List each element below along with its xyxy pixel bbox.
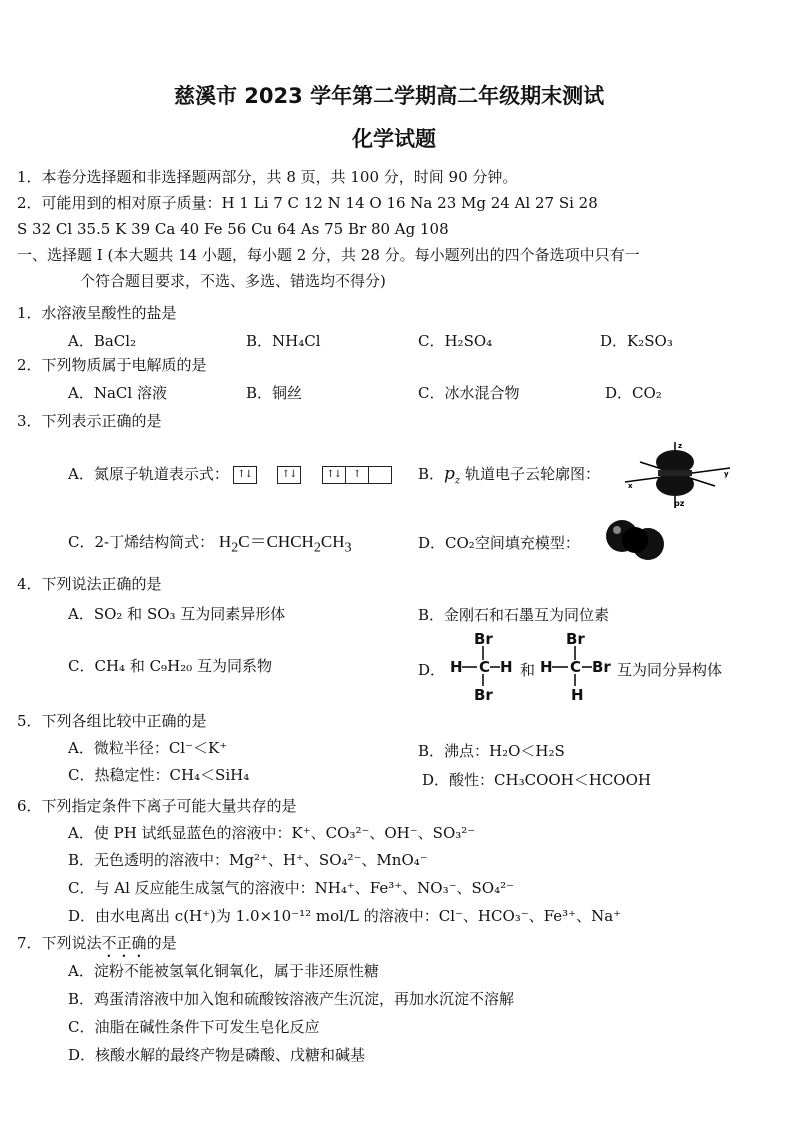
question-6-stem: 6．下列指定条件下离子可能大量共存的是 (17, 797, 297, 815)
question-2-option-b: B．铜丝 (246, 384, 303, 402)
question-3-option-d: D．CO₂空间填充模型： (418, 534, 580, 552)
question-7-option-b: B．鸡蛋清溶液中加入饱和硫酸铵溶液产生沉淀，再加水沉淀不溶解 (68, 990, 515, 1008)
question-5-stem: 5．下列各组比较中正确的是 (17, 712, 207, 730)
question-6-option-b: B．无色透明的溶液中：Mg²⁺、H⁺、SO₄²⁻、MnO₄⁻ (68, 851, 428, 869)
question-5-option-b: B．沸点：H₂O＜H₂S (418, 742, 565, 760)
orbital-box-2s: ↑↓ (277, 466, 301, 484)
section-heading-cont: 个符合题目要求，不选、多选、错选均不得分) (80, 272, 386, 290)
question-7-option-c: C．油脂在碱性条件下可发生皂化反应 (68, 1018, 320, 1036)
struct1-c: C (479, 658, 491, 676)
question-2-stem: 2．下列物质属于电解质的是 (17, 356, 207, 374)
page-title: 慈溪市 2023 学年第二学期高二年级期末测试 (174, 84, 605, 108)
question-6-option-c: C．与 Al 反应能生成氢气的溶液中：NH₄⁺、Fe³⁺、NO₃⁻、SO₄²⁻ (68, 879, 515, 897)
question-1-option-c: C．H₂SO₄ (418, 332, 493, 350)
svg-text:z: z (678, 442, 683, 450)
question-7-stem: 7．下列说法不正确的是 (17, 934, 177, 952)
question-3-stem: 3．下列表示正确的是 (17, 412, 162, 430)
struct1-h-left: H (450, 658, 463, 676)
question-1-option-d: D．K₂SO₃ (600, 332, 673, 350)
question-1-option-b: B．NH₄Cl (246, 332, 321, 350)
question-4-option-a: A．SO₂ 和 SO₃ 互为同素异形体 (68, 605, 286, 623)
svg-text:x: x (628, 482, 633, 490)
question-4-stem: 4．下列说法正确的是 (17, 575, 162, 593)
question-6-option-d: D．由水电离出 c(H⁺)为 1.0×10⁻¹² mol/L 的溶液中：Cl⁻、HCO₃⁻、Fe³⁺、Na⁺ (68, 907, 622, 925)
orbital-diagram (234, 465, 392, 483)
question-5-option-c: C．热稳定性：CH₄＜SiH₄ (68, 766, 250, 784)
orbital-box-1s: ↑↓ (233, 466, 257, 484)
struct2-bonds (538, 628, 598, 708)
question-4-option-d-suffix: 互为同分异构体 (617, 661, 723, 679)
question-3-option-a (68, 464, 392, 484)
struct2-h-bottom: H (571, 686, 584, 704)
co2-space-filling-model (604, 514, 666, 566)
struct1-br-top: Br (474, 630, 493, 648)
note-2b: S 32 Cl 35.5 K 39 Ca 40 Fe 56 Cu 64 As 75 Br 80 Ag 108 (17, 220, 449, 238)
note-1: 1．本卷分选择题和非选择题两部分，共 8 页，共 100 分，时间 90 分钟。 (17, 168, 518, 186)
question-4-option-c: C．CH₄ 和 C₉H₂₀ 互为同系物 (68, 657, 272, 675)
question-4-option-d-prefix: D． (418, 661, 446, 679)
question-3-option-b: B．$p_z$ 轨道电子云轮廓图： (418, 464, 600, 487)
question-1-option-a: A．BaCl₂ (68, 332, 137, 350)
emphasis-not-correct: 不正确 (101, 934, 147, 952)
svg-text:y: y (724, 470, 729, 478)
question-2-option-a: A．NaCl 溶液 (68, 384, 167, 402)
struct1-br-bottom: Br (474, 686, 493, 704)
struct2-h-left: H (540, 658, 553, 676)
question-7-option-d: D．核酸水解的最终产物是磷酸、戊糖和碱基 (68, 1046, 366, 1064)
pz-label: $p_z$ (444, 464, 461, 487)
page-subtitle: 化学试题 (352, 127, 436, 151)
question-2-option-c: C．冰水混合物 (418, 384, 520, 402)
butene-formula: $H_2C=CHCH_2CH_3$ (218, 532, 352, 556)
question-1-stem: 1．水溶液呈酸性的盐是 (17, 304, 177, 322)
question-4-option-d-and: 和 (520, 661, 536, 679)
struct1-h-right: H (500, 658, 513, 676)
question-3-option-a-label: A．氮原子轨道表示式： (68, 465, 229, 483)
question-3-option-c: C．2-丁烯结构简式： $H_2C=CHCH_2CH_3$ (68, 532, 352, 556)
struct2-br-right: Br (592, 658, 611, 676)
struct2-c: C (570, 658, 582, 676)
pz-orbital-image (620, 440, 735, 510)
orbital-box-2p-3 (368, 466, 392, 484)
question-4-option-b: B．金刚石和石墨互为同位素 (418, 606, 610, 624)
question-6-option-a: A．使 PH 试纸显蓝色的溶液中：K⁺、CO₃²⁻、OH⁻、SO₃²⁻ (68, 824, 476, 842)
question-7-option-a: A．淀粉不能被氢氧化铜氧化，属于非还原性糖 (68, 962, 379, 980)
struct1-bonds (448, 628, 518, 708)
orbital-box-2p-2: ↑ (345, 466, 369, 484)
svg-text:pz: pz (674, 499, 685, 508)
question-5-option-d: D．酸性：CH₃COOH＜HCOOH (422, 771, 651, 789)
section-heading: 一、选择题 I (本大题共 14 小题，每小题 2 分，共 28 分。每小题列出的四个备选项中只有一 (17, 246, 640, 264)
question-2-option-d: D．CO₂ (605, 384, 662, 402)
question-5-option-a: A．微粒半径：Cl⁻＜K⁺ (68, 739, 228, 757)
note-2a: 2．可能用到的相对原子质量：H 1 Li 7 C 12 N 14 O 16 Na 23 Mg 24 Al 27 Si 28 (17, 194, 598, 212)
struct2-br-top: Br (566, 630, 585, 648)
orbital-box-2p-1: ↑↓ (322, 466, 346, 484)
